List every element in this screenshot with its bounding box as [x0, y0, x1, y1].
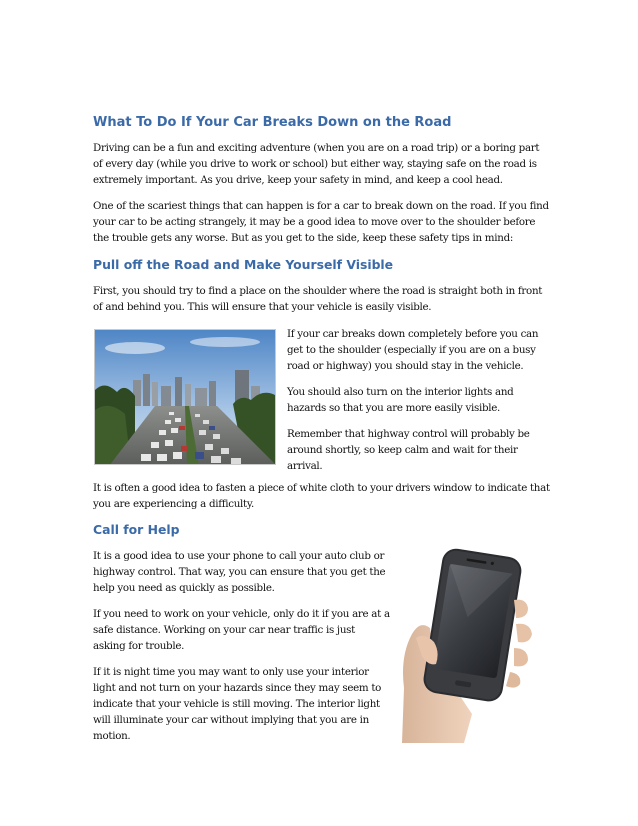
text-line: get to the shoulder (especially if you are on a busy	[287, 344, 536, 356]
text-line: If your car breaks down completely before you can	[287, 328, 539, 340]
text-line: You should also turn on the interior lights and	[287, 386, 514, 398]
text-line: arrival.	[287, 460, 323, 472]
text-line: First, you should try to find a place on the shoulder where the road is straight both in front	[93, 285, 543, 297]
work-paragraph	[93, 606, 390, 654]
phone-paragraph	[93, 548, 385, 596]
highway-traffic-photo	[94, 329, 276, 465]
text-line: around shortly, so keep calm and wait for their	[287, 444, 518, 456]
smartphone-illustration	[394, 538, 544, 743]
stay-paragraph	[287, 326, 538, 374]
document-title: What To Do If Your Car Breaks Down on the Road	[93, 115, 452, 130]
text-line: light and not turn on your hazards since they may seem to	[93, 682, 382, 694]
lights-paragraph	[287, 384, 513, 416]
text-line: It is a good idea to use your phone to call your auto club or	[93, 550, 385, 562]
text-line: indicate that your vehicle is still moving. The interior light	[93, 698, 380, 710]
text-line: Remember that highway control will probably be	[287, 428, 530, 440]
text-line: safe distance. Working on your car near traffic is just	[93, 624, 355, 636]
text-line: hazards so that you are more easily visible.	[287, 402, 501, 414]
night-paragraph	[93, 664, 381, 744]
text-line: If you need to work on your vehicle, only do it if you are at a	[93, 608, 390, 620]
text-line: help you need as quickly as possible.	[93, 582, 275, 594]
text-line: One of the scariest things that can happen is for a car to break down on the road. If you find	[93, 200, 549, 212]
text-line: extremely important. As you drive, keep your safety in mind, and keep a cool head.	[93, 174, 503, 186]
text-line: Driving can be a fun and exciting adventure (when you are on a road trip) or a boring part	[93, 142, 540, 154]
text-line: motion.	[93, 730, 131, 742]
highway-traffic-illustration	[95, 330, 276, 465]
section-heading-call: Call for Help	[93, 522, 180, 537]
text-line: asking for trouble.	[93, 640, 185, 652]
cloth-paragraph	[93, 480, 550, 512]
text-line: will illuminate your car without implying that you are in	[93, 714, 369, 726]
text-line: you are experiencing a difficulty.	[93, 498, 254, 510]
text-line: If it is night time you may want to only use your interior	[93, 666, 369, 678]
text-line: of and behind you. This will ensure that your vehicle is easily visible.	[93, 301, 432, 313]
text-line: It is often a good idea to fasten a piece of white cloth to your drivers window to indicate that	[93, 482, 550, 494]
hand-holding-phone-photo	[394, 538, 544, 743]
text-line: highway control. That way, you can ensure that you get the	[93, 566, 386, 578]
intro-paragraph	[93, 140, 539, 188]
first-paragraph	[93, 283, 542, 315]
text-line: of every day (while you drive to work or school) but either way, staying safe on the road is	[93, 158, 537, 170]
remember-paragraph	[287, 426, 530, 474]
text-line: road or highway) you should stay in the vehicle.	[287, 360, 524, 372]
section-heading-visible: Pull off the Road and Make Yourself Visible	[93, 257, 394, 272]
text-line: the trouble gets any worse. But as you get to the side, keep these safety tips in mind:	[93, 232, 514, 244]
scary-paragraph	[93, 198, 549, 246]
text-line: your car to be acting strangely, it may be a good idea to move over to the shoulder before	[93, 216, 536, 228]
